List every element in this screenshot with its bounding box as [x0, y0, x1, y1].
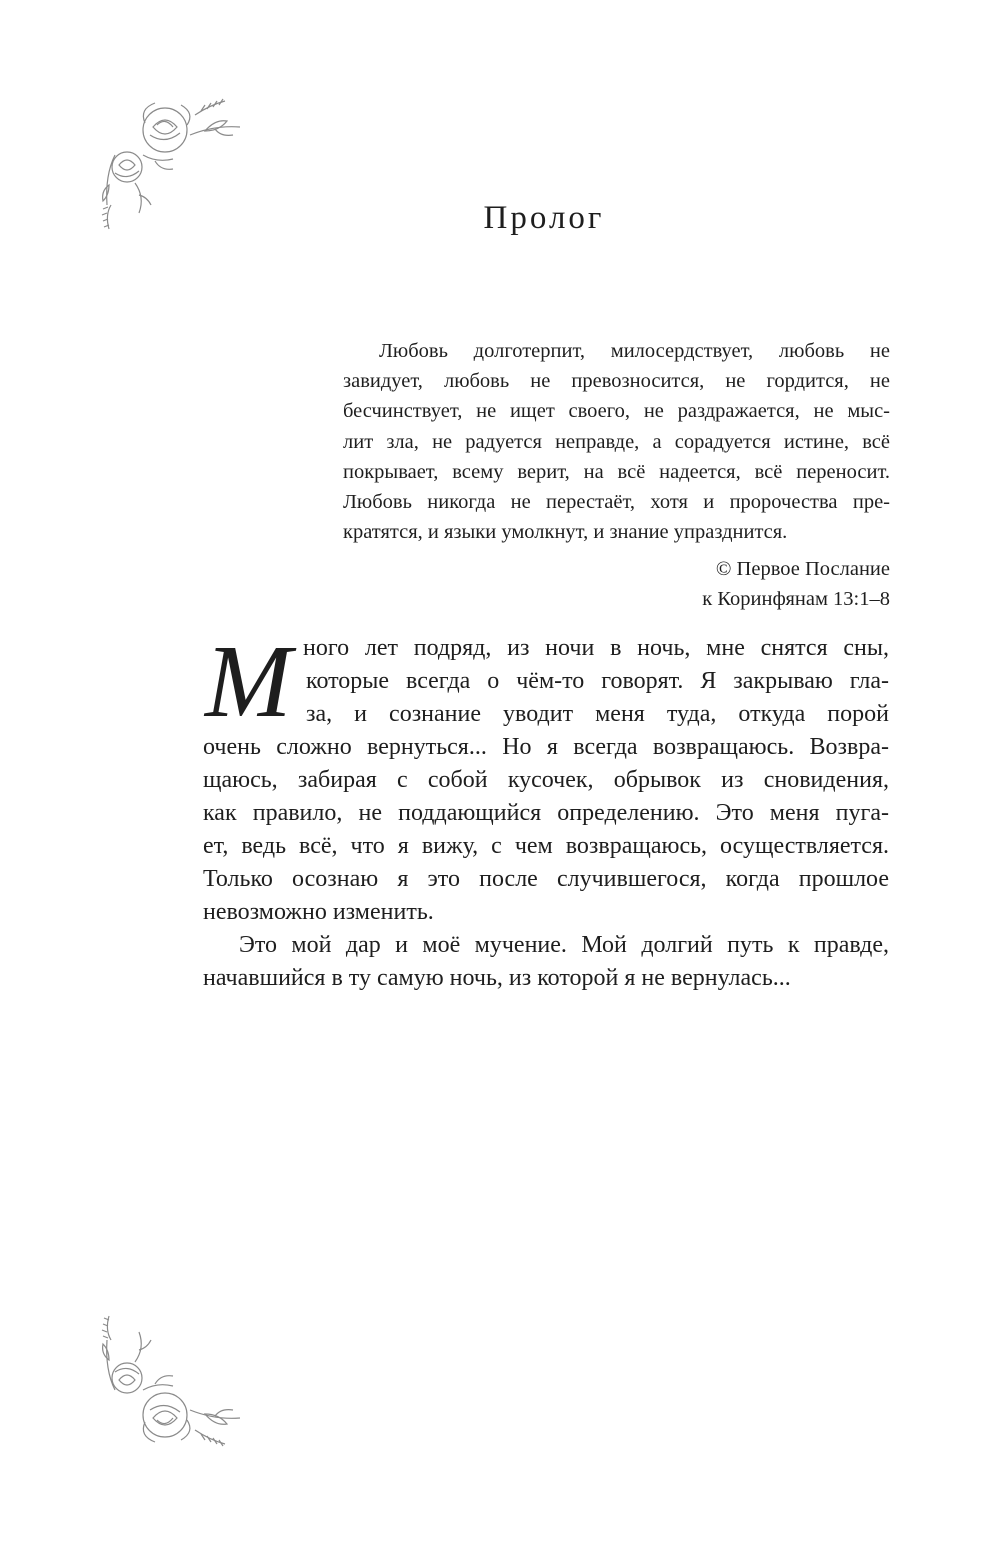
paragraph-line: Только осознаю я это после случившегося, когда прошлое	[203, 866, 889, 892]
epigraph-line: кратятся, и языки умолкнут, и знание упразднится.	[343, 521, 788, 544]
paragraph-line: щаюсь, забирая с собой кусочек, обрывок из сновидения,	[203, 767, 889, 793]
floral-corner-icon	[95, 1300, 255, 1450]
epigraph-line: Любовь долготерпит, милосердствует, любовь не	[379, 340, 890, 362]
dropcap-letter	[203, 634, 299, 730]
dropcap-text: М	[205, 634, 292, 730]
paragraph-line: невозможно изменить.	[203, 899, 434, 925]
paragraph-line: за, и сознание уводит меня туда, откуда порой	[306, 701, 889, 727]
paragraph-line: очень сложно вернуться... Но я всегда возвращаюсь. Возвра-	[203, 734, 889, 760]
epigraph-source	[343, 554, 890, 614]
epigraph-line: лит зла, не радуется неправде, а сорадуется истине, всё	[343, 430, 890, 453]
epigraph-line: бесчинствует, не ищет своего, не раздражается, не мыс-	[343, 400, 890, 423]
epigraph-line: покрывает, всему верит, на всё надеется, всё переносит.	[343, 460, 890, 483]
epigraph-line: завидует, любовь не превозносится, не гордится, не	[343, 370, 890, 393]
paragraph-line: начавшийся в ту самую ночь, из которой я не вернулась...	[203, 965, 791, 991]
epigraph	[343, 336, 890, 614]
paragraph-line: ного лет подряд, из ночи в ночь, мне снятся сны,	[303, 635, 889, 661]
epigraph-source-line: © Первое Послание	[715, 558, 890, 581]
paragraph-line: как правило, не поддающийся определению. Это меня пуга-	[203, 800, 889, 826]
epigraph-source-line: к Коринфянам 13:1–8	[702, 588, 890, 611]
paragraph-line: которые всегда о чём-то говорят. Я закрываю гла-	[306, 668, 889, 694]
paragraph-line: ет, ведь всё, что я вижу, с чем возвращаюсь, осуществляется.	[203, 833, 889, 859]
body-text	[203, 632, 889, 995]
epigraph-line: Любовь никогда не перестаёт, хотя и пророчества пре-	[343, 491, 890, 514]
chapter-title: Пролог	[483, 200, 605, 236]
paragraph-line: Это мой дар и моё мучение. Мой долгий путь к правде,	[239, 932, 889, 958]
